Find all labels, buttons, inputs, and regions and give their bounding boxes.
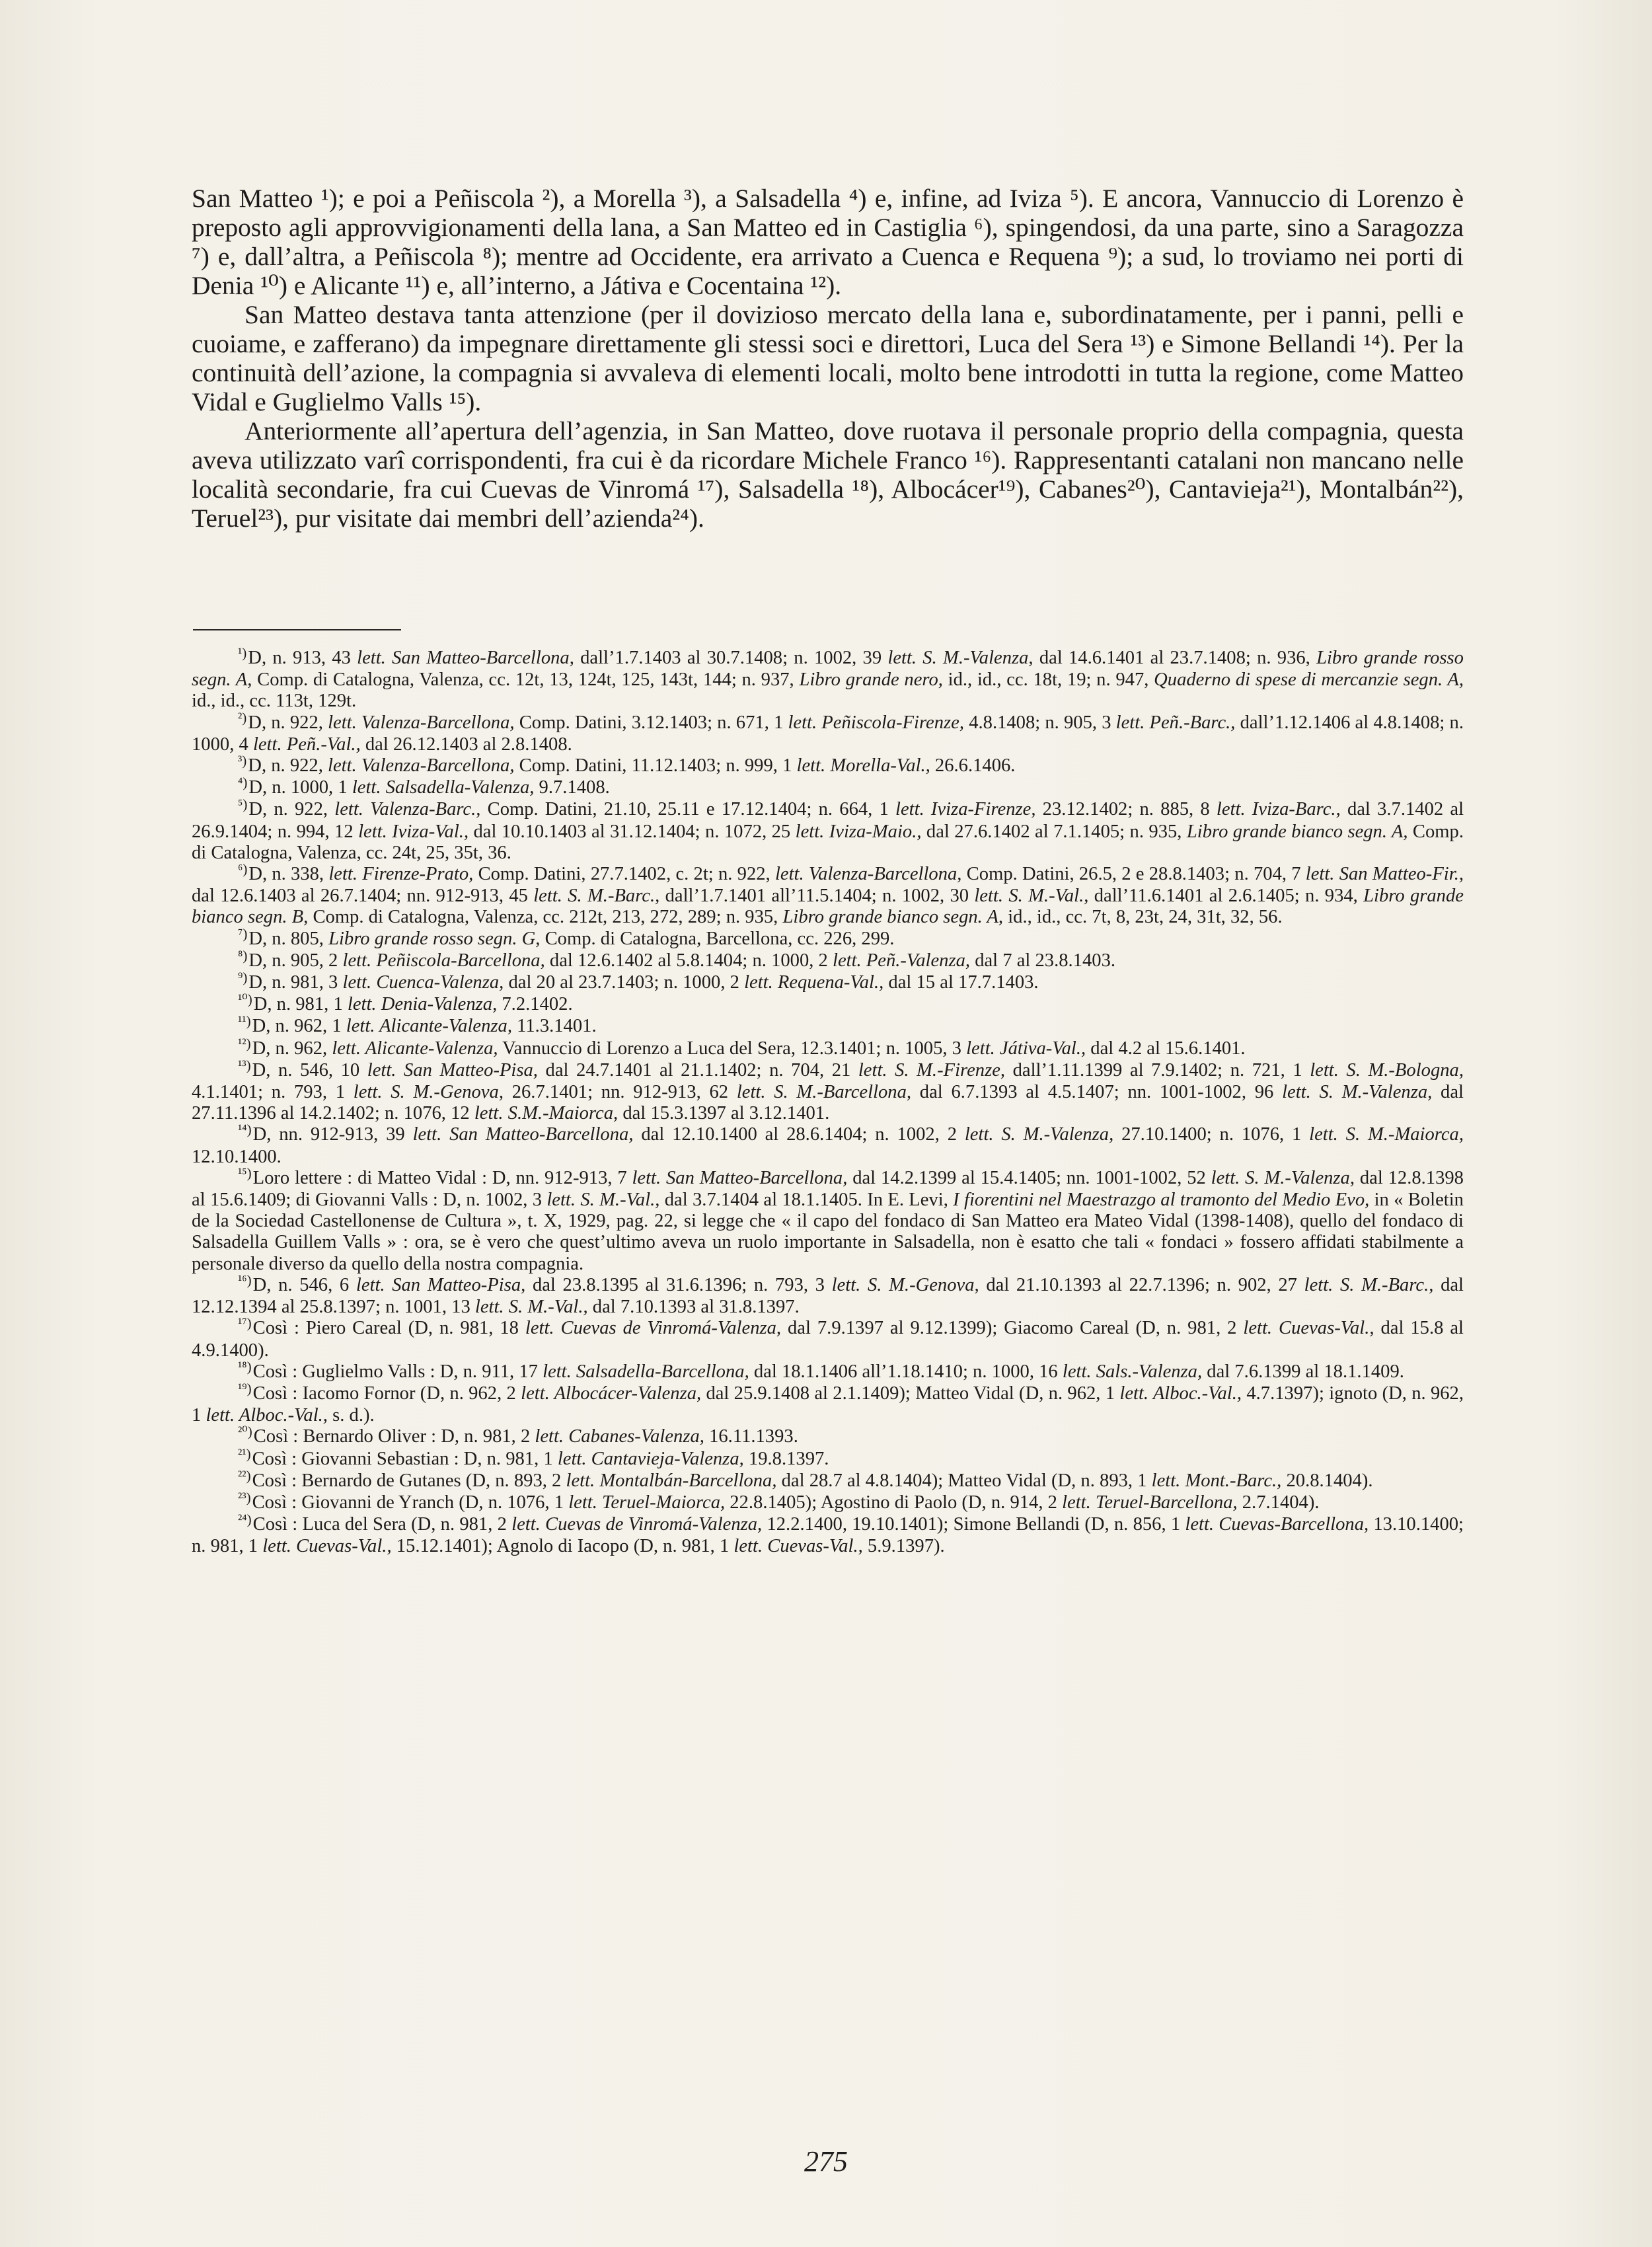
footnote-citation-italic: lett. Mont.-Barc., — [1151, 1470, 1282, 1491]
footnote-text: 4.8.1408; n. 905, 3 — [964, 712, 1116, 733]
footnote-citation-italic: lett. Cantavieja-Valenza, — [557, 1448, 744, 1469]
footnote-text: in « Boletin de la Sociedad Castellonense de Cultura », t. X, 1929, pag. 22, si legge che « il capo del fondaco di San Matteo era Mateo Vidal (1398-1408), quello del fondaco di Salsadella Guillem Valls » : ora, se è vero che quest’ultimo aveva un ruolo importante in Salsadella, non è esatto che tali « fondaci » fossero affidati stabilmente a personale diverso da quello della nostra compagnia. — [192, 1190, 1464, 1274]
footnote-citation-italic: lett. Iviza-Firenze, — [895, 799, 1036, 820]
footnote-text: dal 20 al 23.7.1403; n. 1000, 2 — [504, 972, 745, 993]
footnote-text: Così : Giovanni de Yranch (D, n. 1076, 1 — [252, 1492, 569, 1513]
footnote-text: dal 7.6.1399 al 18.1.1409. — [1202, 1361, 1404, 1382]
footnote-citation-italic: Libro grande nero, — [799, 669, 943, 691]
footnote-text: Comp. Datini, 21.10, 25.11 e 17.12.1404; n. 664, 1 — [480, 799, 896, 820]
footnote-text: Comp. Datini, 3.12.1403; n. 671, 1 — [514, 712, 788, 733]
footnote-citation-italic: lett. Játiva-Val., — [966, 1038, 1086, 1059]
footnote-marker: ¹²) — [238, 1035, 251, 1051]
footnote-text: dal 12.8.1398 al 15.6.1409; di Giovanni Valls : D, n. 1002, 3 — [192, 1167, 1464, 1211]
footnote-marker: ¹⁸) — [238, 1358, 252, 1375]
footnote-text: dal 21.10.1393 al 22.7.1396; n. 902, 27 — [979, 1274, 1304, 1295]
footnote-text: 15.12.1401); Agnolo di Iacopo (D, n. 981, 1 — [391, 1536, 734, 1557]
footnote-text: D, n. 922, — [248, 755, 328, 777]
footnote-citation-italic: lett. Albocácer-Valenza, — [521, 1383, 702, 1404]
footnote-text: dal 4.2 al 15.6.1401. — [1086, 1038, 1246, 1059]
footnote-text: 4.1.1401; n. 793, 1 — [192, 1082, 354, 1103]
footnote-text: id., id., cc. 18t, 19; n. 947, — [942, 669, 1154, 691]
footnote-text: dal 3.7.1404 al 18.1.1405. In E. Levi, — [659, 1190, 954, 1211]
footnote-citation-italic: lett. S. M.-Maiorca, — [1309, 1124, 1464, 1145]
footnote-text: D, n. 546, 10 — [252, 1059, 367, 1081]
footnote-text: dal 23.8.1395 al 31.6.1396; n. 793, 3 — [525, 1274, 832, 1295]
footnote-citation-italic: lett. Cuevas-Val., — [733, 1536, 863, 1557]
footnote-text: D, n. 905, 2 — [248, 950, 343, 971]
footnote-marker: ¹⁷) — [238, 1315, 252, 1332]
footnote-citation-italic: lett. San Matteo-Pisa, — [356, 1274, 526, 1295]
footnote-citation-italic: Libro grande rosso segn. G, — [328, 928, 541, 949]
footnote-citation-italic: lett. Cuevas-Val., — [262, 1536, 392, 1557]
footnote-citation-italic: lett. Cuevas de Vinromá-Valenza, — [511, 1514, 763, 1535]
footnotes — [192, 645, 1464, 1558]
footnote-text: Comp. di Catalogna, Barcellona, cc. 226, 299. — [540, 928, 895, 949]
page-number: 275 — [804, 2145, 848, 2178]
body-paragraph: San Matteo destava tanta attenzione (per il dovizioso mercato della lana e, subordinatamente, per i panni, pelli e cuoiame, e zafferano) da impegnare direttamente gli stessi soci e direttori, Luca del Sera ¹³) e Simone Bellandi ¹⁴). Per la continuità dell’azione, la compagnia si avvaleva di elementi locali, molto bene introdotti in tutta la regione, come Matteo Vidal e Guglielmo Valls ¹⁵). — [192, 300, 1464, 416]
footnote-citation-italic: lett. Alicante-Valenza, — [346, 1016, 512, 1037]
footnote-text: dal 15.8 al 4.9.1400). — [192, 1318, 1464, 1361]
footnote-text: dal 15.3.1397 al 3.12.1401. — [618, 1103, 830, 1124]
footnote-text: 4.7.1397); ignoto (D, n. 962, 1 — [192, 1383, 1464, 1426]
footnote-citation-italic: lett. San Matteo-Barcellona, — [412, 1124, 634, 1145]
footnote-text: Comp. di Catalogna, Valenza, cc. 24t, 25, 35t, 36. — [192, 821, 1464, 863]
footnote-text: D, nn. 912-913, 39 — [252, 1124, 413, 1145]
footnote-citation-italic: lett. Peñiscola-Barcellona, — [342, 950, 545, 971]
footnote-citation-italic: lett. S. M.-Val., — [546, 1190, 660, 1211]
footnote — [192, 1445, 1464, 1470]
footnote-citation-italic: lett. S. M.-Valenza, — [1282, 1082, 1433, 1103]
footnote-citation-italic: lett. Teruel-Maiorca, — [568, 1492, 726, 1513]
footnote-text: D, n. 913, 43 — [248, 648, 357, 668]
footnote — [192, 1315, 1464, 1361]
footnote-text: dal 26.12.1403 al 2.8.1408. — [360, 734, 572, 755]
footnote-citation-italic: lett. Alicante-Valenza, — [332, 1038, 498, 1059]
footnote-citation-italic: Libro grande bianco segn. A, — [1186, 821, 1408, 842]
footnote-marker: ¹⁰) — [238, 991, 252, 1008]
footnote-text: s. d.). — [327, 1405, 375, 1426]
footnote-marker: ⁶) — [238, 861, 248, 878]
footnote-text: dal 28.7 al 4.8.1404); Matteo Vidal (D, n. 893, 1 — [776, 1470, 1152, 1491]
footnote-citation-italic: lett. S. M.-Valenza, — [964, 1124, 1114, 1145]
footnote-text: 26.7.1401; nn. 912-913, 62 — [503, 1082, 737, 1103]
footnote — [192, 947, 1464, 972]
footnote-citation-italic: lett. S. M.-Val., — [474, 1297, 588, 1318]
footnote-text: 23.12.1402; n. 885, 8 — [1035, 799, 1217, 820]
footnote-citation-italic: lett. S. M.-Genova, — [353, 1082, 504, 1103]
footnote — [192, 755, 1464, 777]
footnote-marker: ¹³) — [238, 1057, 251, 1073]
footnote-text: D, n. 962, 1 — [252, 1016, 346, 1037]
footnote-text: dal 27.11.1396 al 14.2.1402; n. 1076, 12 — [192, 1082, 1464, 1124]
footnote-marker: ²²) — [238, 1467, 251, 1484]
footnote — [192, 1013, 1464, 1038]
footnote-text: dal 18.1.1406 all’1.18.1410; n. 1000, 16 — [749, 1361, 1063, 1382]
footnote-citation-italic: lett. S. M.-Val., — [974, 886, 1089, 907]
footnote-citation-italic: Libro grande rosso segn. A, — [192, 648, 1464, 691]
footnote-citation-italic: lett. Valenza-Barcellona, — [328, 755, 515, 777]
footnote-text: 11.3.1401. — [511, 1016, 597, 1037]
footnote-citation-italic: lett. Peñ.-Barc., — [1115, 712, 1236, 733]
footnote-text: dal 3.7.1402 al 26.9.1404; n. 994, 12 — [192, 799, 1464, 842]
footnote-marker: ⁵) — [238, 796, 248, 813]
footnote-citation-italic: lett. Iviza-Maio., — [795, 821, 922, 842]
footnote-marker: ²³) — [238, 1489, 251, 1505]
footnote-marker: ³) — [238, 753, 247, 769]
footnote-marker: ²¹) — [238, 1445, 251, 1462]
footnote-text: D, n. 1000, 1 — [248, 777, 352, 798]
footnote-citation-italic: lett. Iviza-Val., — [358, 821, 469, 842]
footnote-citation-italic: lett. Alboc.-Val., — [206, 1405, 328, 1426]
footnote-citation-italic: lett. S. M.-Valenza, — [887, 648, 1033, 668]
footnote-separator — [193, 629, 401, 630]
footnote-citation-italic: lett. S. M.-Valenza, — [1211, 1167, 1355, 1188]
footnote-citation-italic: lett. San Matteo-Barcellona, — [357, 648, 574, 668]
footnote-text: dal 12.10.1400 al 28.6.1404; n. 1002, 2 — [633, 1124, 965, 1145]
footnote-text: dal 6.7.1393 al 4.5.1407; nn. 1001-1002, 96 — [911, 1082, 1283, 1103]
footnote-marker: ¹⁴) — [238, 1122, 252, 1138]
footnote-citation-italic: lett. Cuenca-Valenza, — [342, 972, 504, 993]
footnote-text: Così : Bernardo de Gutanes (D, n. 893, 2 — [252, 1470, 566, 1491]
footnote-citation-italic: lett. S. M.-Barc., — [1304, 1274, 1434, 1295]
footnote-citation-italic: lett. Teruel-Barcellona, — [1062, 1492, 1238, 1513]
footnote-marker: ⁷) — [238, 925, 248, 942]
footnote-text: dal 7 al 23.8.1403. — [970, 950, 1116, 971]
footnote-text: Così : Piero Careal (D, n. 981, 18 — [252, 1318, 525, 1339]
footnote-text: D, n. 546, 6 — [252, 1274, 356, 1295]
footnote-text: dal 12.6.1403 al 26.7.1404; nn. 912-913, 45 — [192, 886, 534, 907]
footnote — [192, 925, 1464, 950]
footnote-text: dall’1.12.1406 al 4.8.1408; n. 1000, 4 — [192, 712, 1464, 755]
footnote-citation-italic: lett. Cabanes-Valenza, — [535, 1426, 704, 1447]
footnote-text: D, n. 805, — [248, 928, 329, 949]
footnote-marker: ¹⁶) — [238, 1272, 252, 1288]
footnote-text: Così : Iacomo Fornor (D, n. 962, 2 — [252, 1383, 521, 1404]
footnote-text: id., id., cc. 113t, 129t. — [192, 691, 357, 712]
footnote-marker: ¹⁹) — [238, 1380, 252, 1396]
footnote — [192, 1057, 1464, 1125]
footnote-citation-italic: lett. Cuevas de Vinromá-Valenza, — [525, 1318, 782, 1339]
footnote-citation-italic: lett. Morella-Val., — [796, 755, 930, 777]
footnote-text: Comp. Datini, 27.7.1402, c. 2t; n. 922, — [473, 864, 775, 885]
footnote-text: D, n. 338, — [248, 864, 329, 885]
footnote-text: dal 14.6.1401 al 23.7.1408; n. 936, — [1033, 648, 1317, 668]
body-paragraph: Anteriormente all’apertura dell’agenzia, in San Matteo, dove ruotava il personale proprio della compagnia, questa aveva utilizzato varî corrispondenti, fra cui è da ricordare Michele Franco ¹⁶). Rappresentanti catalani non mancano nelle località secondarie, fra cui Cuevas de Vinromá ¹⁷), Salsadella ¹⁸), Albocácer¹⁹), Cabanes²⁰), Cantavieja²¹), Montalbán²²), Teruel²³), pur visitate dai membri dell’azienda²⁴). — [192, 416, 1464, 533]
footnote-text: Vannuccio di Lorenzo a Luca del Sera, 12.3.1401; n. 1005, 3 — [498, 1038, 967, 1059]
footnote-text: 20.8.1404). — [1281, 1470, 1373, 1491]
footnote-text: dall’1.11.1399 al 7.9.1402; n. 721, 1 — [1005, 1059, 1310, 1081]
footnote — [192, 1380, 1464, 1426]
footnote-text: Così : Luca del Sera (D, n. 981, 2 — [252, 1514, 512, 1535]
footnote-citation-italic: lett. S. M.-Genova, — [831, 1274, 979, 1295]
footnote — [192, 709, 1464, 755]
footnote — [192, 1164, 1464, 1275]
footnote-text: 2.7.1404). — [1237, 1492, 1320, 1513]
footnote-citation-italic: lett. Peñiscola-Firenze, — [788, 712, 965, 733]
footnote-text: Comp. di Catalogna, Valenza, cc. 212t, 213, 272, 289; n. 935, — [308, 907, 783, 928]
footnote-text: D, n. 922, — [248, 712, 328, 733]
footnote-citation-italic: lett. Iviza-Barc., — [1216, 799, 1341, 820]
footnote-text: Comp. Datini, 26.5, 2 e 28.8.1403; n. 704, 7 — [961, 864, 1306, 885]
footnote-citation-italic: lett. Montalbán-Barcellona, — [566, 1470, 777, 1491]
body-paragraph: San Matteo ¹); e poi a Peñiscola ²), a Morella ³), a Salsadella ⁴) e, infine, ad Iviza ⁵). E ancora, Vannuccio di Lorenzo è preposto agli approvvigionamenti della lana, a San Matteo ed in Castiglia ⁶), spingendosi, da una parte, sino a Saragozza ⁷) e, dall’altra, a Peñiscola ⁸); mentre ad Occidente, era arrivato a Cuenca e Requena ⁹); a sud, lo troviamo nei porti di Denia ¹⁰) e Alicante ¹¹) e, all’interno, a Játiva e Cocentaina ¹²). — [192, 184, 1464, 300]
footnote-marker: ²⁰) — [238, 1424, 252, 1440]
footnote-citation-italic: Libro grande bianco segn. A, — [782, 907, 1004, 928]
footnote-text: 7.2.1402. — [497, 994, 573, 1015]
footnote-text: Loro lettere : di Matteo Vidal : D, nn. 912-913, 7 — [252, 1167, 632, 1188]
footnote — [192, 972, 1464, 994]
footnote-text: Così : Guglielmo Valls : D, n. 911, 17 — [252, 1361, 543, 1382]
footnote-text: dal 27.6.1402 al 7.1.1405; n. 935, — [921, 821, 1187, 842]
footnote-text: 26.6.1406. — [930, 755, 1016, 777]
footnote — [192, 1358, 1464, 1383]
footnote — [192, 796, 1464, 864]
footnote-citation-italic: Quaderno di spese di mercanzie segn. A, — [1154, 669, 1464, 691]
footnote-text: 22.8.1405); Agostino di Paolo (D, n. 914, 2 — [725, 1492, 1063, 1513]
footnote-text: dal 7.9.1397 al 9.12.1399); Giacomo Careal (D, n. 981, 2 — [781, 1318, 1244, 1339]
footnote-marker: ²⁴) — [238, 1511, 252, 1528]
footnote — [192, 1124, 1464, 1167]
footnote-text: D, n. 922, — [248, 799, 335, 820]
footnote-citation-italic: lett. Sals.-Valenza, — [1062, 1361, 1203, 1382]
footnote-citation-italic: lett. Cuevas-Barcellona, — [1185, 1514, 1369, 1535]
footnote-citation-italic: lett. Salsadella-Barcellona, — [543, 1361, 749, 1382]
footnote-text: dal 12.12.1394 al 25.8.1397; n. 1001, 13 — [192, 1274, 1464, 1318]
footnote-marker: ¹¹) — [238, 1013, 251, 1030]
footnote-citation-italic: lett. Requena-Val., — [744, 972, 884, 993]
footnote-citation-italic: lett. San Matteo-Fir., — [1305, 864, 1464, 885]
footnote-text: D, n. 962, — [252, 1038, 332, 1059]
footnote-citation-italic: lett. S. M.-Bologna, — [1310, 1059, 1464, 1081]
footnote-text: 13.10.1400; n. 981, 1 — [192, 1514, 1464, 1557]
footnote — [192, 861, 1464, 929]
footnote — [192, 1272, 1464, 1318]
footnote-citation-italic: lett. Denia-Valenza, — [347, 994, 498, 1015]
footnote-text: dall’1.7.1401 all’11.5.1404; n. 1002, 30 — [659, 886, 975, 907]
footnote-text: 16.11.1393. — [704, 1426, 798, 1447]
footnote-text: Così : Giovanni Sebastian : D, n. 981, 1 — [252, 1448, 558, 1469]
footnote-text: 12.2.1400, 19.10.1401); Simone Bellandi (D, n. 856, 1 — [762, 1514, 1185, 1535]
footnote-citation-italic: lett. Peñ.-Val., — [252, 734, 361, 755]
footnote-text: dall’11.6.1401 al 2.6.1405; n. 934, — [1088, 886, 1364, 907]
footnote-text: dal 25.9.1408 al 2.1.1409); Matteo Vidal (D, n. 962, 1 — [701, 1383, 1120, 1404]
footnote — [192, 991, 1464, 1016]
footnote-text: D, n. 981, 3 — [248, 972, 343, 993]
footnote-marker: ⁹) — [238, 970, 248, 986]
footnote-citation-italic: lett. Firenze-Prato, — [328, 864, 474, 885]
footnote-text: 9.7.1408. — [534, 777, 610, 798]
main-text — [192, 184, 1464, 533]
footnote-text: dal 15 al 17.7.1403. — [883, 972, 1039, 993]
footnote-citation-italic: I fiorentini nel Maestrazgo al tramonto del Medio Evo, — [953, 1190, 1370, 1211]
footnote-citation-italic: lett. Salsadella-Valenza, — [352, 777, 535, 798]
footnote — [192, 1489, 1464, 1514]
footnote-text: 19.8.1397. — [743, 1448, 829, 1469]
footnote-citation-italic: lett. Valenza-Barcellona, — [774, 864, 962, 885]
footnote-text: Comp. di Catalogna, Valenza, cc. 12t, 13, 124t, 125, 143t, 144; n. 937, — [252, 669, 800, 691]
footnote — [192, 1035, 1464, 1060]
footnote-text: id., id., cc. 7t, 8, 23t, 24, 31t, 32, 56. — [1003, 907, 1283, 928]
footnote-marker: ⁸) — [238, 947, 248, 964]
footnote-citation-italic: lett. Alboc.-Val., — [1119, 1383, 1242, 1404]
footnote-text: dal 10.10.1403 al 31.12.1404; n. 1072, 25 — [469, 821, 796, 842]
footnote-marker: ²) — [238, 709, 247, 726]
footnote — [192, 1426, 1464, 1448]
footnote — [192, 1511, 1464, 1557]
footnote-text: dal 7.10.1393 al 31.8.1397. — [587, 1297, 800, 1318]
footnote-text: dall’1.7.1403 al 30.7.1408; n. 1002, 39 — [574, 648, 888, 668]
footnote-marker: ¹) — [238, 645, 247, 661]
footnote-citation-italic: lett. Valenza-Barc., — [334, 799, 481, 820]
footnote — [192, 777, 1464, 799]
footnote-text: D, n. 981, 1 — [253, 994, 348, 1015]
footnote-text: dal 24.7.1401 al 21.1.1402; n. 704, 21 — [537, 1059, 858, 1081]
footnote — [192, 1467, 1464, 1492]
footnote-text: 5.9.1397). — [862, 1536, 945, 1557]
footnote-text: Comp. Datini, 11.12.1403; n. 999, 1 — [514, 755, 797, 777]
footnote-text: dal 12.6.1402 al 5.8.1404; n. 1000, 2 — [544, 950, 833, 971]
footnote-citation-italic: lett. San Matteo-Barcellona, — [632, 1167, 848, 1188]
footnote-text: 12.10.1400. — [192, 1146, 282, 1167]
footnote-citation-italic: lett. San Matteo-Pisa, — [367, 1059, 538, 1081]
footnote-citation-italic: lett. Peñ.-Valenza, — [833, 950, 971, 971]
footnote — [192, 645, 1464, 712]
footnote-citation-italic: lett. S. M.-Barcellona, — [736, 1082, 912, 1103]
footnote-citation-italic: lett. S.M.-Maiorca, — [474, 1103, 619, 1124]
footnote-citation-italic: Libro grande bianco segn. B, — [192, 886, 1464, 928]
footnote-marker: ⁴) — [238, 775, 248, 791]
footnote-text: dal 14.2.1399 al 15.4.1405; nn. 1001-1002, 52 — [847, 1167, 1211, 1188]
footnote-citation-italic: lett. S. M.-Barc., — [533, 886, 660, 907]
footnote-citation-italic: lett. Cuevas-Val., — [1243, 1318, 1374, 1339]
footnote-citation-italic: lett. Valenza-Barcellona, — [328, 712, 515, 733]
footnote-citation-italic: lett. S. M.-Firenze, — [858, 1059, 1006, 1081]
footnote-marker: ¹⁵) — [238, 1164, 252, 1181]
footnote-text: 27.10.1400; n. 1076, 1 — [1113, 1124, 1310, 1145]
footnote-text: Così : Bernardo Oliver : D, n. 981, 2 — [253, 1426, 535, 1447]
